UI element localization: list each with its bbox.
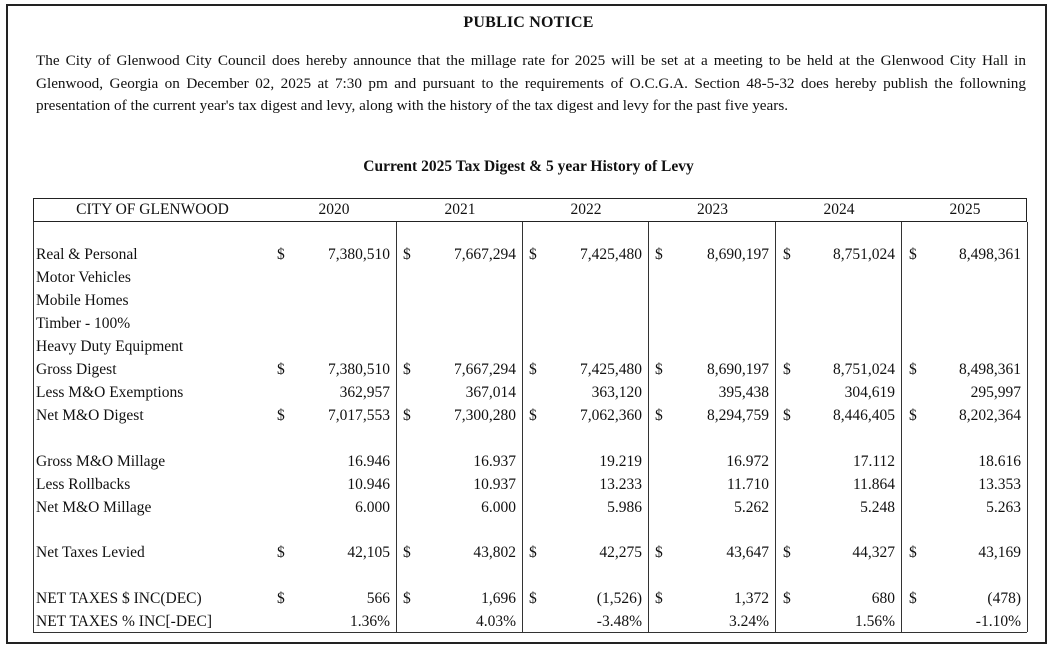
currency-symbol: $ xyxy=(403,544,411,561)
header-year-2021: 2021 xyxy=(444,201,476,218)
row-label: Net Taxes Levied xyxy=(36,544,145,561)
cell-value: 4.03% xyxy=(475,613,516,630)
cell-value: 7,300,280 xyxy=(454,407,516,424)
cell-value: 7,667,294 xyxy=(454,361,516,378)
column-divider xyxy=(775,222,776,632)
cell-value: 362,957 xyxy=(339,384,390,401)
cell-value: 566 xyxy=(366,590,390,607)
cell-value: 10.937 xyxy=(473,476,516,493)
currency-symbol: $ xyxy=(655,361,663,378)
cell-value: 1,696 xyxy=(481,590,516,607)
cell-value: 8,202,364 xyxy=(959,407,1021,424)
cell-value: -3.48% xyxy=(596,613,642,630)
cell-value: -1.10% xyxy=(975,613,1021,630)
row-label: Motor Vehicles xyxy=(36,269,131,286)
cell-value: 16.972 xyxy=(726,453,769,470)
currency-symbol: $ xyxy=(655,246,663,263)
row-label: Heavy Duty Equipment xyxy=(36,338,184,355)
cell-value: (1,526) xyxy=(596,590,642,607)
currency-symbol: $ xyxy=(529,544,537,561)
cell-value: 8,690,197 xyxy=(707,361,769,378)
header-label: CITY OF GLENWOOD xyxy=(76,201,229,218)
currency-symbol: $ xyxy=(909,590,917,607)
row-label: NET TAXES % INC[-DEC] xyxy=(36,613,212,630)
currency-symbol: $ xyxy=(783,246,791,263)
cell-value: 295,997 xyxy=(970,384,1021,401)
cell-value: 1,372 xyxy=(734,590,769,607)
cell-value: 367,014 xyxy=(465,384,516,401)
header-year-2025: 2025 xyxy=(949,201,981,218)
cell-value: 680 xyxy=(871,590,895,607)
currency-symbol: $ xyxy=(783,407,791,424)
row-label: Less M&O Exemptions xyxy=(36,384,184,401)
column-divider xyxy=(901,222,902,632)
currency-symbol: $ xyxy=(783,590,791,607)
currency-symbol: $ xyxy=(277,246,285,263)
currency-symbol: $ xyxy=(277,407,285,424)
row-label: Mobile Homes xyxy=(36,292,129,309)
currency-symbol: $ xyxy=(403,590,411,607)
cell-value: 10.946 xyxy=(347,476,390,493)
header-year-2022: 2022 xyxy=(570,201,602,218)
cell-value: 8,294,759 xyxy=(707,407,769,424)
cell-value: 18.616 xyxy=(978,453,1021,470)
cell-value: 7,062,360 xyxy=(580,407,642,424)
cell-value: 395,438 xyxy=(718,384,769,401)
cell-value: 43,802 xyxy=(473,544,516,561)
cell-value: 1.36% xyxy=(349,613,390,630)
cell-value: 11.864 xyxy=(852,476,895,493)
cell-value: 7,380,510 xyxy=(328,361,390,378)
cell-value: 7,017,553 xyxy=(328,407,390,424)
cell-value: 8,446,405 xyxy=(833,407,895,424)
currency-symbol: $ xyxy=(403,361,411,378)
table-bottom-rule xyxy=(33,632,1027,633)
cell-value: 5.262 xyxy=(734,499,769,516)
cell-value: 7,425,480 xyxy=(580,246,642,263)
cell-value: 8,751,024 xyxy=(833,361,895,378)
currency-symbol: $ xyxy=(529,246,537,263)
cell-value: 19.219 xyxy=(599,453,642,470)
cell-value: 43,647 xyxy=(726,544,769,561)
cell-value: 6.000 xyxy=(355,499,390,516)
notice-title: PUBLIC NOTICE xyxy=(463,14,594,31)
row-label: Real & Personal xyxy=(36,246,138,263)
cell-value: 11.710 xyxy=(726,476,769,493)
currency-symbol: $ xyxy=(655,590,663,607)
cell-value: 13.233 xyxy=(599,476,642,493)
cell-value: 16.937 xyxy=(473,453,516,470)
cell-value: 363,120 xyxy=(591,384,642,401)
currency-symbol: $ xyxy=(277,590,285,607)
cell-value: 7,380,510 xyxy=(328,246,390,263)
cell-value: (478) xyxy=(987,590,1021,607)
table-header xyxy=(33,198,1027,222)
cell-value: 6.000 xyxy=(481,499,516,516)
cell-value: 304,619 xyxy=(844,384,895,401)
cell-value: 8,498,361 xyxy=(959,361,1021,378)
currency-symbol: $ xyxy=(783,361,791,378)
currency-symbol: $ xyxy=(277,544,285,561)
currency-symbol: $ xyxy=(529,407,537,424)
header-year-2024: 2024 xyxy=(823,201,855,218)
row-label: Less Rollbacks xyxy=(36,476,131,493)
table-left-rule xyxy=(33,222,34,632)
cell-value: 5.248 xyxy=(860,499,895,516)
currency-symbol: $ xyxy=(529,361,537,378)
column-divider xyxy=(522,222,523,632)
row-label: Net M&O Digest xyxy=(36,407,144,424)
cell-value: 8,690,197 xyxy=(707,246,769,263)
row-label: Timber - 100% xyxy=(36,315,131,332)
cell-value: 8,751,024 xyxy=(833,246,895,263)
currency-symbol: $ xyxy=(403,407,411,424)
header-year-2020: 2020 xyxy=(318,201,350,218)
cell-value: 44,327 xyxy=(852,544,895,561)
currency-symbol: $ xyxy=(909,246,917,263)
cell-value: 8,498,361 xyxy=(959,246,1021,263)
currency-symbol: $ xyxy=(783,544,791,561)
currency-symbol: $ xyxy=(909,544,917,561)
cell-value: 42,105 xyxy=(347,544,390,561)
cell-value: 43,169 xyxy=(978,544,1021,561)
row-label: Gross Digest xyxy=(36,361,117,378)
row-label: Net M&O Millage xyxy=(36,499,152,516)
currency-symbol: $ xyxy=(403,246,411,263)
row-label: Gross M&O Millage xyxy=(36,453,166,470)
cell-value: 16.946 xyxy=(347,453,390,470)
cell-value: 5.263 xyxy=(986,499,1021,516)
cell-value: 3.24% xyxy=(728,613,769,630)
currency-symbol: $ xyxy=(655,544,663,561)
table-title: Current 2025 Tax Digest & 5 year History of Levy xyxy=(363,158,694,175)
cell-value: 13.353 xyxy=(978,476,1021,493)
header-year-2023: 2023 xyxy=(697,201,728,218)
cell-value: 1.56% xyxy=(854,613,895,630)
cell-value: 7,667,294 xyxy=(454,246,516,263)
column-divider xyxy=(1027,222,1028,632)
cell-value: 5.986 xyxy=(607,499,642,516)
currency-symbol: $ xyxy=(277,361,285,378)
row-label: NET TAXES $ INC(DEC) xyxy=(36,590,202,607)
cell-value: 17.112 xyxy=(852,453,895,470)
currency-symbol: $ xyxy=(655,407,663,424)
currency-symbol: $ xyxy=(529,590,537,607)
cell-value: 42,275 xyxy=(599,544,642,561)
column-divider xyxy=(648,222,649,632)
column-divider xyxy=(396,222,397,632)
currency-symbol: $ xyxy=(909,407,917,424)
currency-symbol: $ xyxy=(909,361,917,378)
notice-paragraph: The City of Glenwood City Council does hereby announce that the millage rate for 2025 will be set at a meeting to be held at the Glenwood City Hall in Glenwood, Georgia on December 02, 2025 at 7:30 pm and pursuant to the requirements of O.C.G.A. Section 48-5-32 does hereby publish the followning presentation of the current year's tax digest and levy, along with the history of the tax digest and levy for the past five years. xyxy=(36,52,1026,114)
cell-value: 7,425,480 xyxy=(580,361,642,378)
